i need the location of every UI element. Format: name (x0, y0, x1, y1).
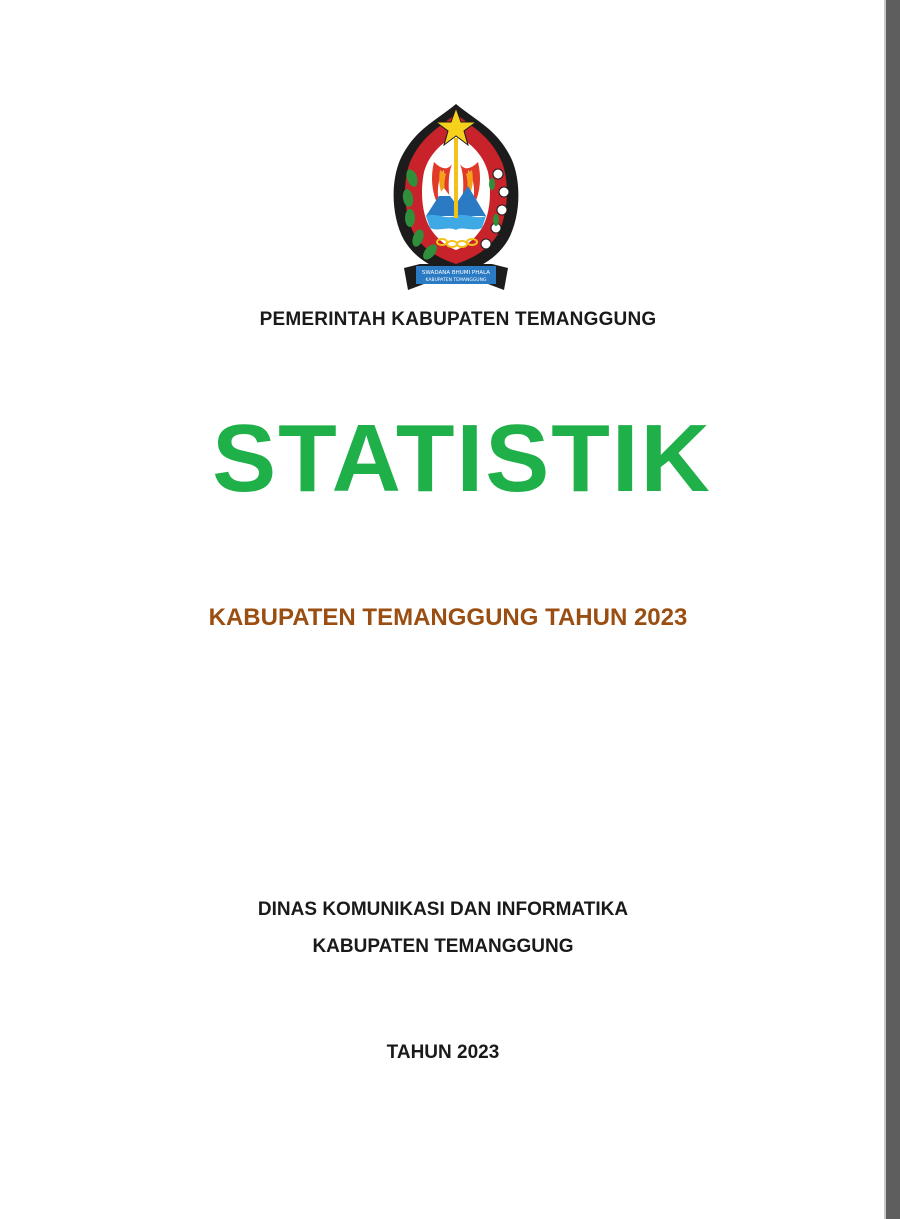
agency-region: KABUPATEN TEMANGGUNG (312, 936, 574, 957)
ribbon-text-line1: SWADANA BHUMI PHALA (421, 270, 491, 276)
viewer-scrollbar[interactable] (886, 0, 900, 1219)
ribbon-text-line2: KABUPATEN TEMANGGUNG (425, 278, 487, 283)
document-subtitle: KABUPATEN TEMANGGUNG TAHUN 2023 (208, 604, 688, 631)
coat-of-arms-icon (386, 100, 526, 296)
document-title: STATISTIK (212, 405, 712, 512)
publication-year: TAHUN 2023 (386, 1042, 500, 1063)
government-heading: PEMERINTAH KABUPATEN TEMANGGUNG (259, 309, 657, 330)
agency-name: DINAS KOMUNIKASI DAN INFORMATIKA (257, 899, 629, 920)
